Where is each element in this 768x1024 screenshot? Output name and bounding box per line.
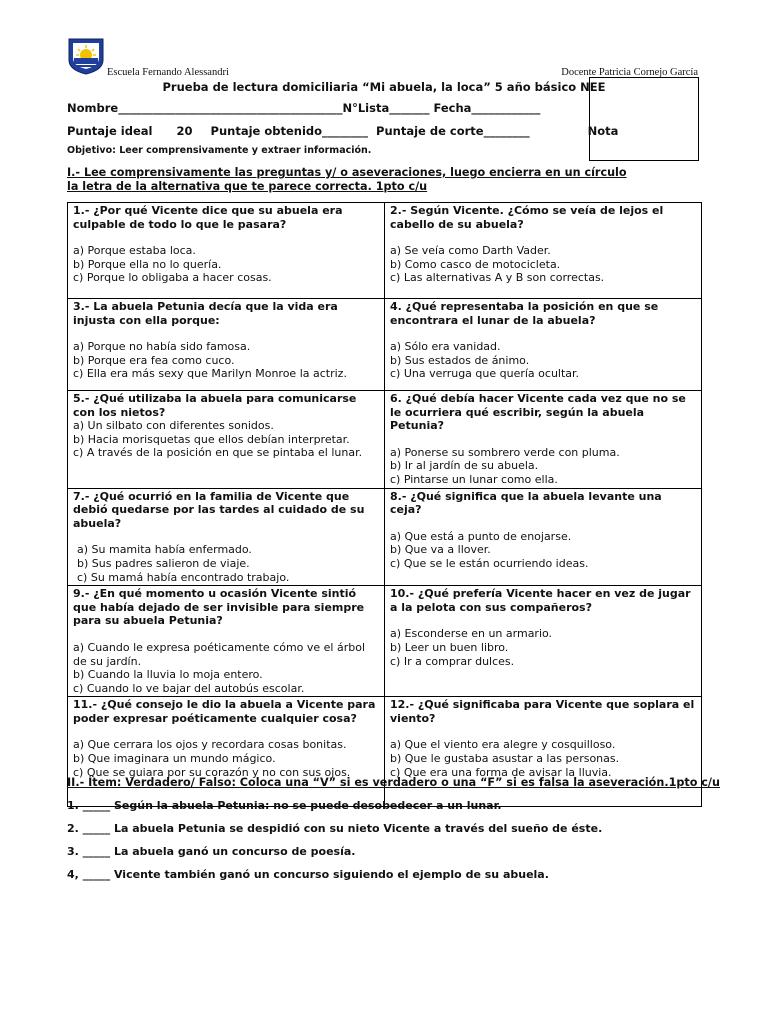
true-false-item: 1. _____ Según la abuela Petunia: no se puede desobedecer a un lunar. — [67, 799, 502, 812]
question-row — [68, 697, 702, 807]
score-line — [67, 124, 618, 138]
answer-option[interactable]: b) Ir al jardín de su abuela. — [390, 459, 539, 473]
answer-option[interactable]: a) Un silbato con diferentes sonidos. — [73, 419, 274, 433]
objective: Objetivo: Leer comprensivamente y extraer información. — [67, 145, 372, 156]
question-cell — [68, 391, 385, 489]
question-cell — [68, 299, 385, 391]
answer-option[interactable]: b) Leer un buen libro. — [390, 640, 509, 654]
answer-option[interactable]: b) Sus padres salieron de viaje. — [77, 556, 250, 570]
answer-option[interactable]: a) Se veía como Darth Vader. — [390, 244, 551, 258]
grade-label: Nota — [587, 124, 619, 138]
section-2-title: II.- Ítem: Verdadero/ Falso: Coloca una “V” si es verdadero o una “F” si es falsa la aseveración.1pto c/u — [67, 776, 720, 789]
teacher-name: Docente Patricia Cornejo García — [561, 67, 698, 78]
question-text: 10.- ¿Qué prefería Vicente hacer en vez de jugar a la pelota con sus compañeros? — [390, 587, 691, 614]
question-row — [68, 203, 702, 299]
school-crest-icon — [66, 36, 106, 76]
question-cell — [68, 203, 385, 299]
section-1-line-2: la letra de la alternativa que te parece correcta. 1pto c/u — [67, 180, 428, 193]
question-text: 7.- ¿Qué ocurrió en la familia de Vicente que debió quedarse por las tardes al cuidado de su abuela? — [73, 489, 365, 530]
answer-option[interactable]: c) Ella era más sexy que Marilyn Monroe la actriz. — [73, 367, 347, 381]
true-false-item: 3. _____ La abuela ganó un concurso de poesía. — [67, 845, 356, 858]
questions-table — [67, 202, 702, 807]
answer-option[interactable]: c) Porque lo obligaba a hacer cosas. — [73, 271, 272, 285]
answer-option[interactable]: c) Las alternativas A y B son correctas. — [390, 271, 605, 285]
question-cell — [385, 697, 702, 807]
answer-option[interactable]: b) Que va a llover. — [390, 543, 491, 557]
question-cell — [68, 697, 385, 807]
true-false-item: 2. _____ La abuela Petunia se despidió con su nieto Vicente a través del sueño de éste. — [67, 822, 603, 835]
score-cut: Puntaje de corte________ — [376, 124, 530, 138]
answer-option[interactable]: c) Que se le están ocurriendo ideas. — [390, 556, 589, 570]
answer-option[interactable]: b) Que le gustaba asustar a las personas. — [390, 752, 620, 766]
true-false-item: 4, _____ Vicente también ganó un concurso siguiendo el ejemplo de su abuela. — [67, 868, 549, 881]
answer-option[interactable]: c) Su mamá había encontrado trabajo. — [77, 570, 290, 584]
section-1-line-1: I.- Lee comprensivamente las preguntas y/ o aseveraciones, luego encierra en un círculo — [67, 166, 627, 179]
question-cell — [385, 203, 702, 299]
answer-option[interactable]: a) Porque estaba loca. — [73, 244, 196, 258]
question-row — [68, 586, 702, 697]
answer-option[interactable]: c) Que era una forma de avisar la lluvia. — [390, 765, 612, 779]
question-text: 6. ¿Qué debía hacer Vicente cada vez que no se le ocurriera qué escribir, según la abuela Petunia? — [390, 392, 686, 433]
answer-option[interactable]: b) Hacia morisquetas que ellos debían interpretar. — [73, 432, 350, 446]
student-info-line: Nombre_______________________________________N°Lista_______ Fecha____________ — [67, 101, 541, 115]
answer-option[interactable]: b) Sus estados de ánimo. — [390, 353, 530, 367]
answer-option[interactable]: a) Que el viento era alegre y cosquilloso. — [390, 738, 616, 752]
grade-box — [589, 77, 699, 161]
answer-option[interactable]: a) Su mamita había enfermado. — [77, 543, 252, 557]
question-row — [68, 488, 702, 586]
question-cell — [385, 488, 702, 586]
question-text: 12.- ¿Qué significaba para Vicente que soplara el viento? — [390, 698, 695, 725]
answer-option[interactable]: c) Ir a comprar dulces. — [390, 654, 515, 668]
answer-option[interactable]: b) Porque ella no lo quería. — [73, 257, 222, 271]
answer-option[interactable]: a) Que está a punto de enojarse. — [390, 529, 572, 543]
answer-option[interactable]: c) A través de la posición en que se pintaba el lunar. — [73, 446, 363, 460]
question-text: 3.- La abuela Petunia decía que la vida era injusta con ella porque: — [73, 300, 338, 327]
score-obtained: Puntaje obtenido________ — [210, 124, 369, 138]
question-text: 8.- ¿Qué significa que la abuela levante una ceja? — [390, 489, 662, 517]
question-text: 2.- Según Vicente. ¿Cómo se veía de lejos el cabello de su abuela? — [390, 204, 664, 231]
answer-option[interactable]: c) Que se guiara por su corazón y no con sus ojos. — [73, 765, 351, 779]
question-cell — [385, 391, 702, 489]
question-cell — [68, 586, 385, 697]
answer-option[interactable]: b) Porque era fea como cuco. — [73, 353, 235, 367]
score-ideal-value: 20 — [176, 124, 193, 138]
answer-option[interactable]: a) Porque no había sido famosa. — [73, 340, 251, 354]
question-cell — [385, 299, 702, 391]
score-ideal-label: Puntaje ideal — [67, 124, 153, 138]
answer-option[interactable]: b) Como casco de motocicleta. — [390, 257, 561, 271]
answer-option[interactable]: c) Pintarse un lunar como ella. — [390, 472, 558, 486]
question-text: 9.- ¿En qué momento u ocasión Vicente sintió que había dejado de ser invisible para siempre para su abuela Petunia? — [73, 587, 365, 628]
question-row — [68, 391, 702, 489]
question-text: 11.- ¿Qué consejo le dio la abuela a Vicente para poder expresar poéticamente cualquier cosa? — [73, 698, 376, 725]
question-text: 5.- ¿Qué utilizaba la abuela para comunicarse con los nietos? — [73, 392, 357, 419]
question-text: 4. ¿Qué representaba la posición en que se encontrara el lunar de la abuela? — [390, 300, 659, 327]
answer-option[interactable]: a) Sólo era vanidad. — [390, 340, 501, 354]
answer-option[interactable]: c) Cuando lo ve bajar del autobús escolar. — [73, 681, 305, 695]
section-1-instructions — [67, 166, 667, 194]
exam-title: Prueba de lectura domiciliaria “Mi abuela, la loca” 5 año básico NEE — [162, 80, 606, 94]
answer-option[interactable]: a) Ponerse su sombrero verde con pluma. — [390, 445, 620, 459]
answer-option[interactable]: c) Una verruga que quería ocultar. — [390, 367, 580, 381]
answer-option[interactable]: b) Cuando la lluvia lo moja entero. — [73, 668, 263, 682]
school-name: Escuela Fernando Alessandri — [107, 67, 229, 78]
answer-option[interactable]: a) Que cerrara los ojos y recordara cosas bonitas. — [73, 738, 347, 752]
question-row — [68, 299, 702, 391]
question-cell — [68, 488, 385, 586]
answer-option[interactable]: a) Esconderse en un armario. — [390, 627, 553, 641]
answer-option[interactable]: a) Cuando le expresa poéticamente cómo ve el árbol de su jardín. — [73, 640, 366, 668]
question-text: 1.- ¿Por qué Vicente dice que su abuela era culpable de todo lo que le pasara? — [73, 204, 343, 231]
answer-option[interactable]: b) Que imaginara un mundo mágico. — [73, 752, 276, 766]
question-cell — [385, 586, 702, 697]
